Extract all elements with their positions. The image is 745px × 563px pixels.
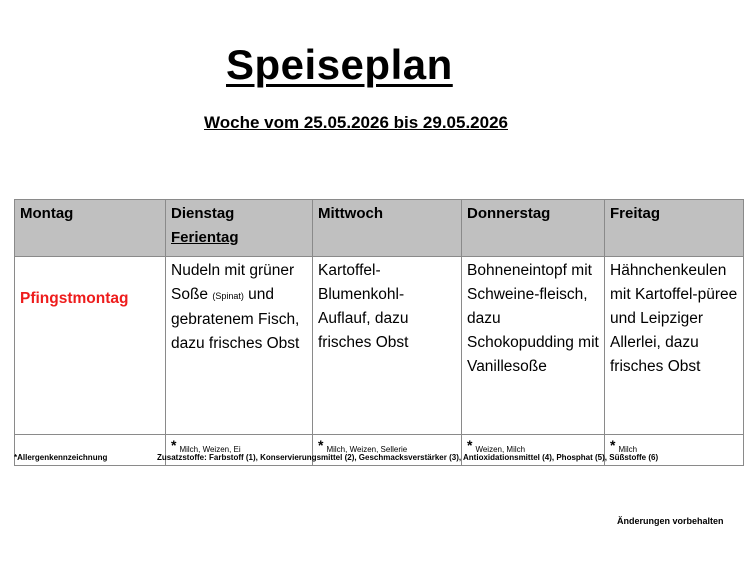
allergen-text: Milch, Weizen, Ei <box>179 445 241 454</box>
dish-text: und gebratenem Fisch, dazu frisches Obst <box>171 286 300 352</box>
day-label: Montag <box>20 205 74 222</box>
asterisk-icon: * <box>467 437 473 453</box>
additives-legend: Zusatzstoffe: Farbstoff (1), Konservierungsmittel (2), Geschmacksverstärker (3), Antioxidationsmittel (4), Phosphat (5), Süßstoffe (6) <box>157 453 659 462</box>
asterisk-icon: * <box>610 437 616 453</box>
day-label: Dienstag <box>171 205 235 222</box>
menu-freitag: Hähnchenkeulen mit Kartoffel-püree und Leipziger Allerlei, dazu frisches Obst <box>605 257 744 435</box>
asterisk-icon: * <box>171 437 177 453</box>
header-donnerstag <box>462 200 605 257</box>
ferientag-note: Ferientag <box>171 229 239 246</box>
day-label: Donnerstag <box>467 205 551 222</box>
page-title: Speiseplan <box>226 41 453 88</box>
header-montag <box>15 200 166 257</box>
day-label: Mittwoch <box>318 205 383 222</box>
menu-mittwoch: Kartoffel-Blumenkohl-Auflauf, dazu frisches Obst <box>313 257 462 435</box>
day-label: Freitag <box>610 205 661 222</box>
menu-table <box>14 199 744 466</box>
week-range: Woche vom 25.05.2026 bis 29.05.2026 <box>204 113 508 132</box>
asterisk-icon: * <box>318 437 324 453</box>
allergen-legend-label: *Allergenkennzeichnung <box>14 453 108 462</box>
allergen-text: Milch <box>618 445 638 454</box>
menu-donnerstag: Bohneneintopf mit Schweine-fleisch, dazu Schokopudding mit Vanillesoße <box>462 257 605 435</box>
header-row <box>15 200 744 257</box>
dish-ingredient-note: (Spinat) <box>212 291 244 301</box>
changes-reserved-note: Änderungen vorbehalten <box>617 516 724 526</box>
allergen-text: Weizen, Milch <box>475 445 526 454</box>
menu-row <box>15 257 744 435</box>
header-dienstag <box>166 200 313 257</box>
header-freitag <box>605 200 744 257</box>
header-mittwoch <box>313 200 462 257</box>
dish-text: Nudeln mit grüner Soße <box>171 262 295 303</box>
menu-dienstag <box>166 257 313 435</box>
menu-montag-holiday: Pfingstmontag <box>15 257 166 435</box>
allergen-text: Milch, Weizen, Sellerie <box>326 445 408 454</box>
